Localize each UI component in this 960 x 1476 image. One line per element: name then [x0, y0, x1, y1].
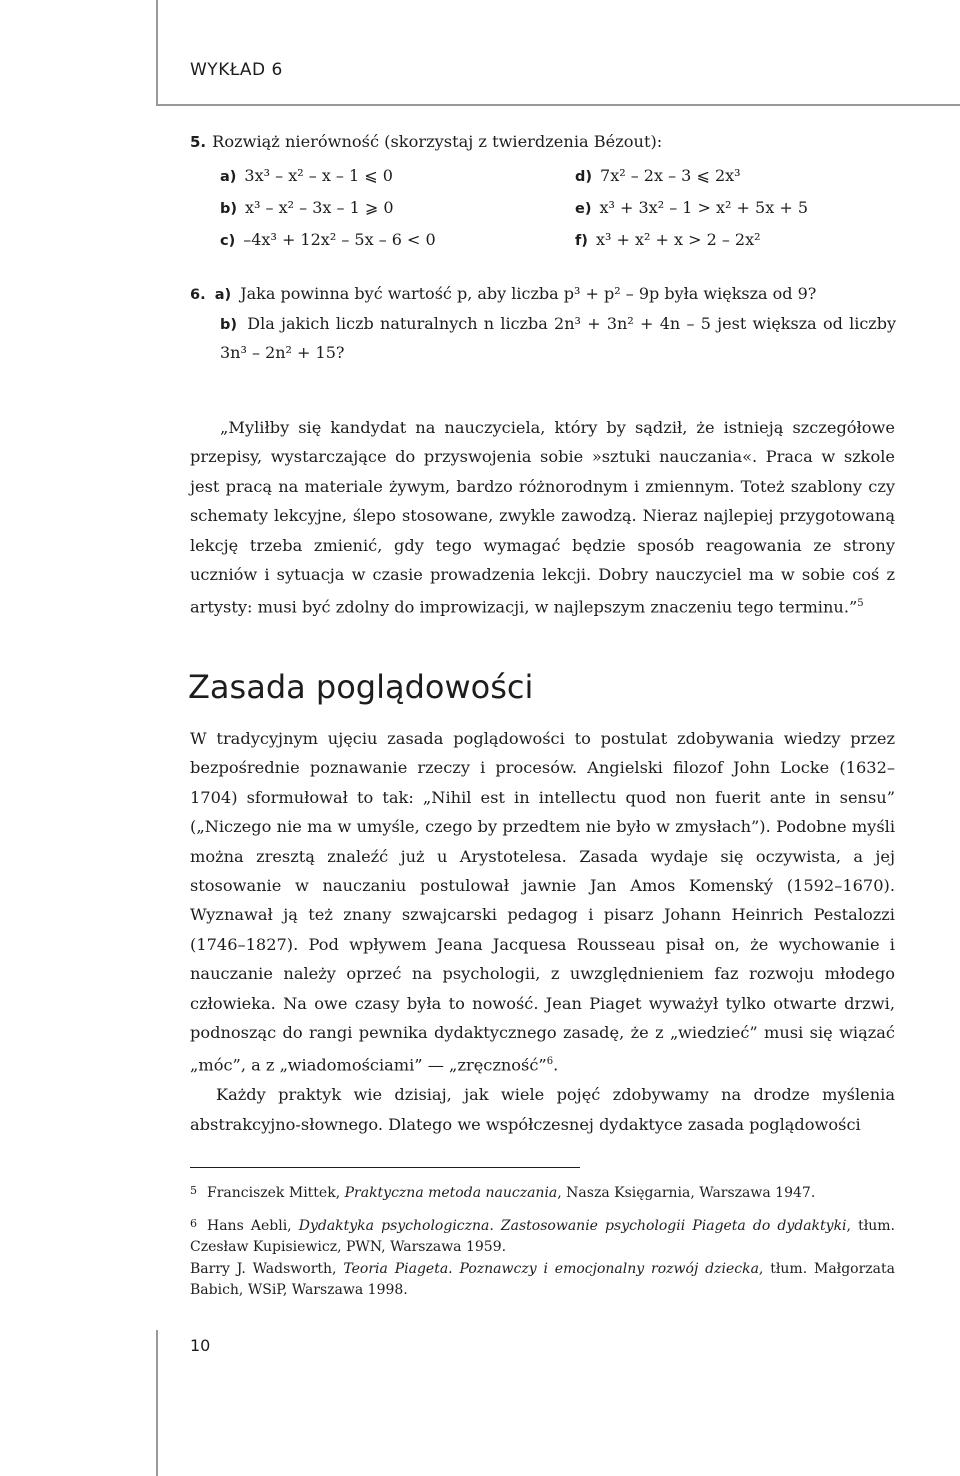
exercise-6-b-text: Dla jakich liczb naturalnych n liczba 2n³ + 3n² + 4n – 5 jest większa od liczby 3n³ – 2n² + 15? — [220, 313, 896, 362]
inequality-label: c) — [220, 233, 236, 249]
footnote-5 — [190, 1180, 895, 1205]
footnote-6-continued — [190, 1259, 895, 1302]
inequality-label: f) — [575, 233, 588, 249]
inequality-e — [575, 198, 808, 217]
inequality-label: b) — [220, 201, 238, 217]
inequality-label: a) — [220, 169, 237, 185]
footnote-author: Franciszek Mittek, — [207, 1185, 345, 1201]
footnote-rest: , Nasza Księgarnia, Warszawa 1947. — [557, 1185, 816, 1201]
exercise-6-number: 6. — [190, 287, 206, 303]
inequality-expr: 3x³ – x² – x – 1 ⩽ 0 — [244, 166, 393, 185]
inequality-expr: 7x² – 2x – 3 ⩽ 2x³ — [600, 166, 741, 185]
exercise-6-a-label: a) — [214, 287, 232, 303]
quote-block — [190, 413, 895, 622]
running-header: WYKŁAD 6 — [190, 60, 283, 80]
footnote-number: 6 — [190, 1216, 197, 1230]
exercise-6 — [190, 280, 896, 367]
page-number: 10 — [190, 1336, 211, 1355]
footnote-ref-6: 6 — [546, 1056, 554, 1068]
quote-paragraph — [190, 413, 895, 622]
footnote-separator — [190, 1167, 580, 1168]
inequality-expr: x³ + x² + x > 2 – 2x² — [595, 230, 761, 249]
exercise-6-part-b — [220, 310, 896, 367]
inequality-expr: x³ + 3x² – 1 > x² + 5x + 5 — [599, 198, 809, 217]
footnote-author: Hans Aebli, — [207, 1217, 299, 1234]
footnote-number: 5 — [190, 1184, 197, 1197]
exercise-6-a-text: Jaka powinna być wartość p, aby liczba p³ + p² – 9p była większa od 9? — [240, 284, 817, 303]
inequality-expr: x³ – x² – 3x – 1 ⩾ 0 — [245, 198, 394, 217]
header-rule — [156, 104, 960, 106]
footnote-author: Barry J. Wadsworth, — [190, 1260, 344, 1277]
paragraph-1-text: W tradycyjnym ujęciu zasada poglądowości to postulat zdobywania wiedzy przez bezpośrednie poznawanie rzeczy i procesów. Angielski filozof John Locke (1632–1704) sformułował to tak: „Nihil est in intellectu quod non fuerit ante in sensu” („Niczego nie ma w umyśle, czego by przedtem nie było w zmysłach”). Podobne myśli można zresztą znaleźć już u Arystotelesa. Zasada wydaje się oczywista, a jej stosowanie w nauczaniu postulował jawnie Jan Amos Komenský (1592–1670). Wyznawał ją też znany szwajcarski pedagog i pisarz Johann Heinrich Pestalozzi (1746–1827). Pod wpływem Jeana Jacquesa Rousseau pisał on, że wychowanie i nauczanie należy oprzeć na psychologii, z uwzględnieniem faz rozwoju młodego człowieka. Na owe czasy była to nowość. Jean Piaget wyważył tylko otwarte drzwi, podnosząc do rangi pewnika dydaktycznego zasadę, że z „wiedzieć” musi się wiązać „móc”, a z „wiadomościami” — „zręczność” — [190, 729, 895, 1075]
footnote-title: Dydaktyka psychologiczna. Zastosowanie psychologii Piageta do dydaktyki — [298, 1217, 847, 1234]
footnote-6 — [190, 1213, 895, 1259]
exercise-5-title — [190, 132, 662, 151]
footnote-title: Teoria Piageta. Poznawczy i emocjonalny rozwój dziecka — [343, 1260, 759, 1277]
inequality-f — [575, 230, 761, 249]
inequality-label: e) — [575, 201, 592, 217]
exercise-5-number: 5. — [190, 133, 207, 151]
footnote-ref-5: 5 — [857, 598, 864, 610]
inequality-b — [220, 198, 394, 217]
quote-text: „Myliłby się kandydat na nauczyciela, który by sądził, że istnieją szczegółowe przepisy, wystarczające do przyswojenia sobie »sztuki nauczania«. Praca w szkole jest pracą na materiale żywym, bardzo różnorodnym i zmiennym. Toteż szablony czy schematy lekcyjne, ślepo stosowane, zwykle zawodzą. Nieraz najlepiej przygotowaną lekcję trzeba zmienić, gdy tego wymagać będzie sposób reagowania ze strony uczniów i sytuacja w czasie prowadzenia lekcji. Dobry nauczyciel ma w sobie coś z artysty: musi być zdolny do improwizacji, w najlepszym znaczeniu tego terminu.” — [190, 418, 895, 617]
inequality-a — [220, 166, 393, 185]
footnote-rest: , tłum. Czesław Kupisiewicz, PWN, Warszawa 1959. — [190, 1217, 895, 1255]
section-body — [190, 724, 895, 1139]
inequality-c — [220, 230, 436, 249]
footnotes — [190, 1180, 895, 1302]
footnote-title: Praktyczna metoda nauczania — [344, 1185, 558, 1201]
inequality-label: d) — [575, 169, 593, 185]
exercise-6-b-label: b) — [220, 316, 238, 333]
section-heading: Zasada poglądowości — [188, 668, 534, 706]
body-paragraph-2: Każdy praktyk wie dzisiaj, jak wiele pojęć zdobywamy na drodze myślenia abstrakcyjno-słownego. Dlatego we współczesnej dydaktyce zasada poglądowości — [190, 1085, 895, 1134]
footnote-rest: , tłum. Małgorzata Babich, WSiP, Warszawa 1998. — [190, 1260, 895, 1298]
inequality-d — [575, 166, 741, 185]
exercise-5-text: Rozwiąż nierówność (skorzystaj z twierdzenia Bézout): — [212, 132, 663, 151]
body-paragraph-1 — [190, 724, 895, 1080]
inequality-expr: –4x³ + 12x² – 5x – 6 < 0 — [243, 230, 436, 249]
margin-rule-bottom — [156, 1330, 158, 1476]
exercise-6-part-a — [190, 280, 896, 310]
margin-rule-top — [156, 0, 158, 105]
paragraph-1-end: . — [553, 1055, 559, 1075]
